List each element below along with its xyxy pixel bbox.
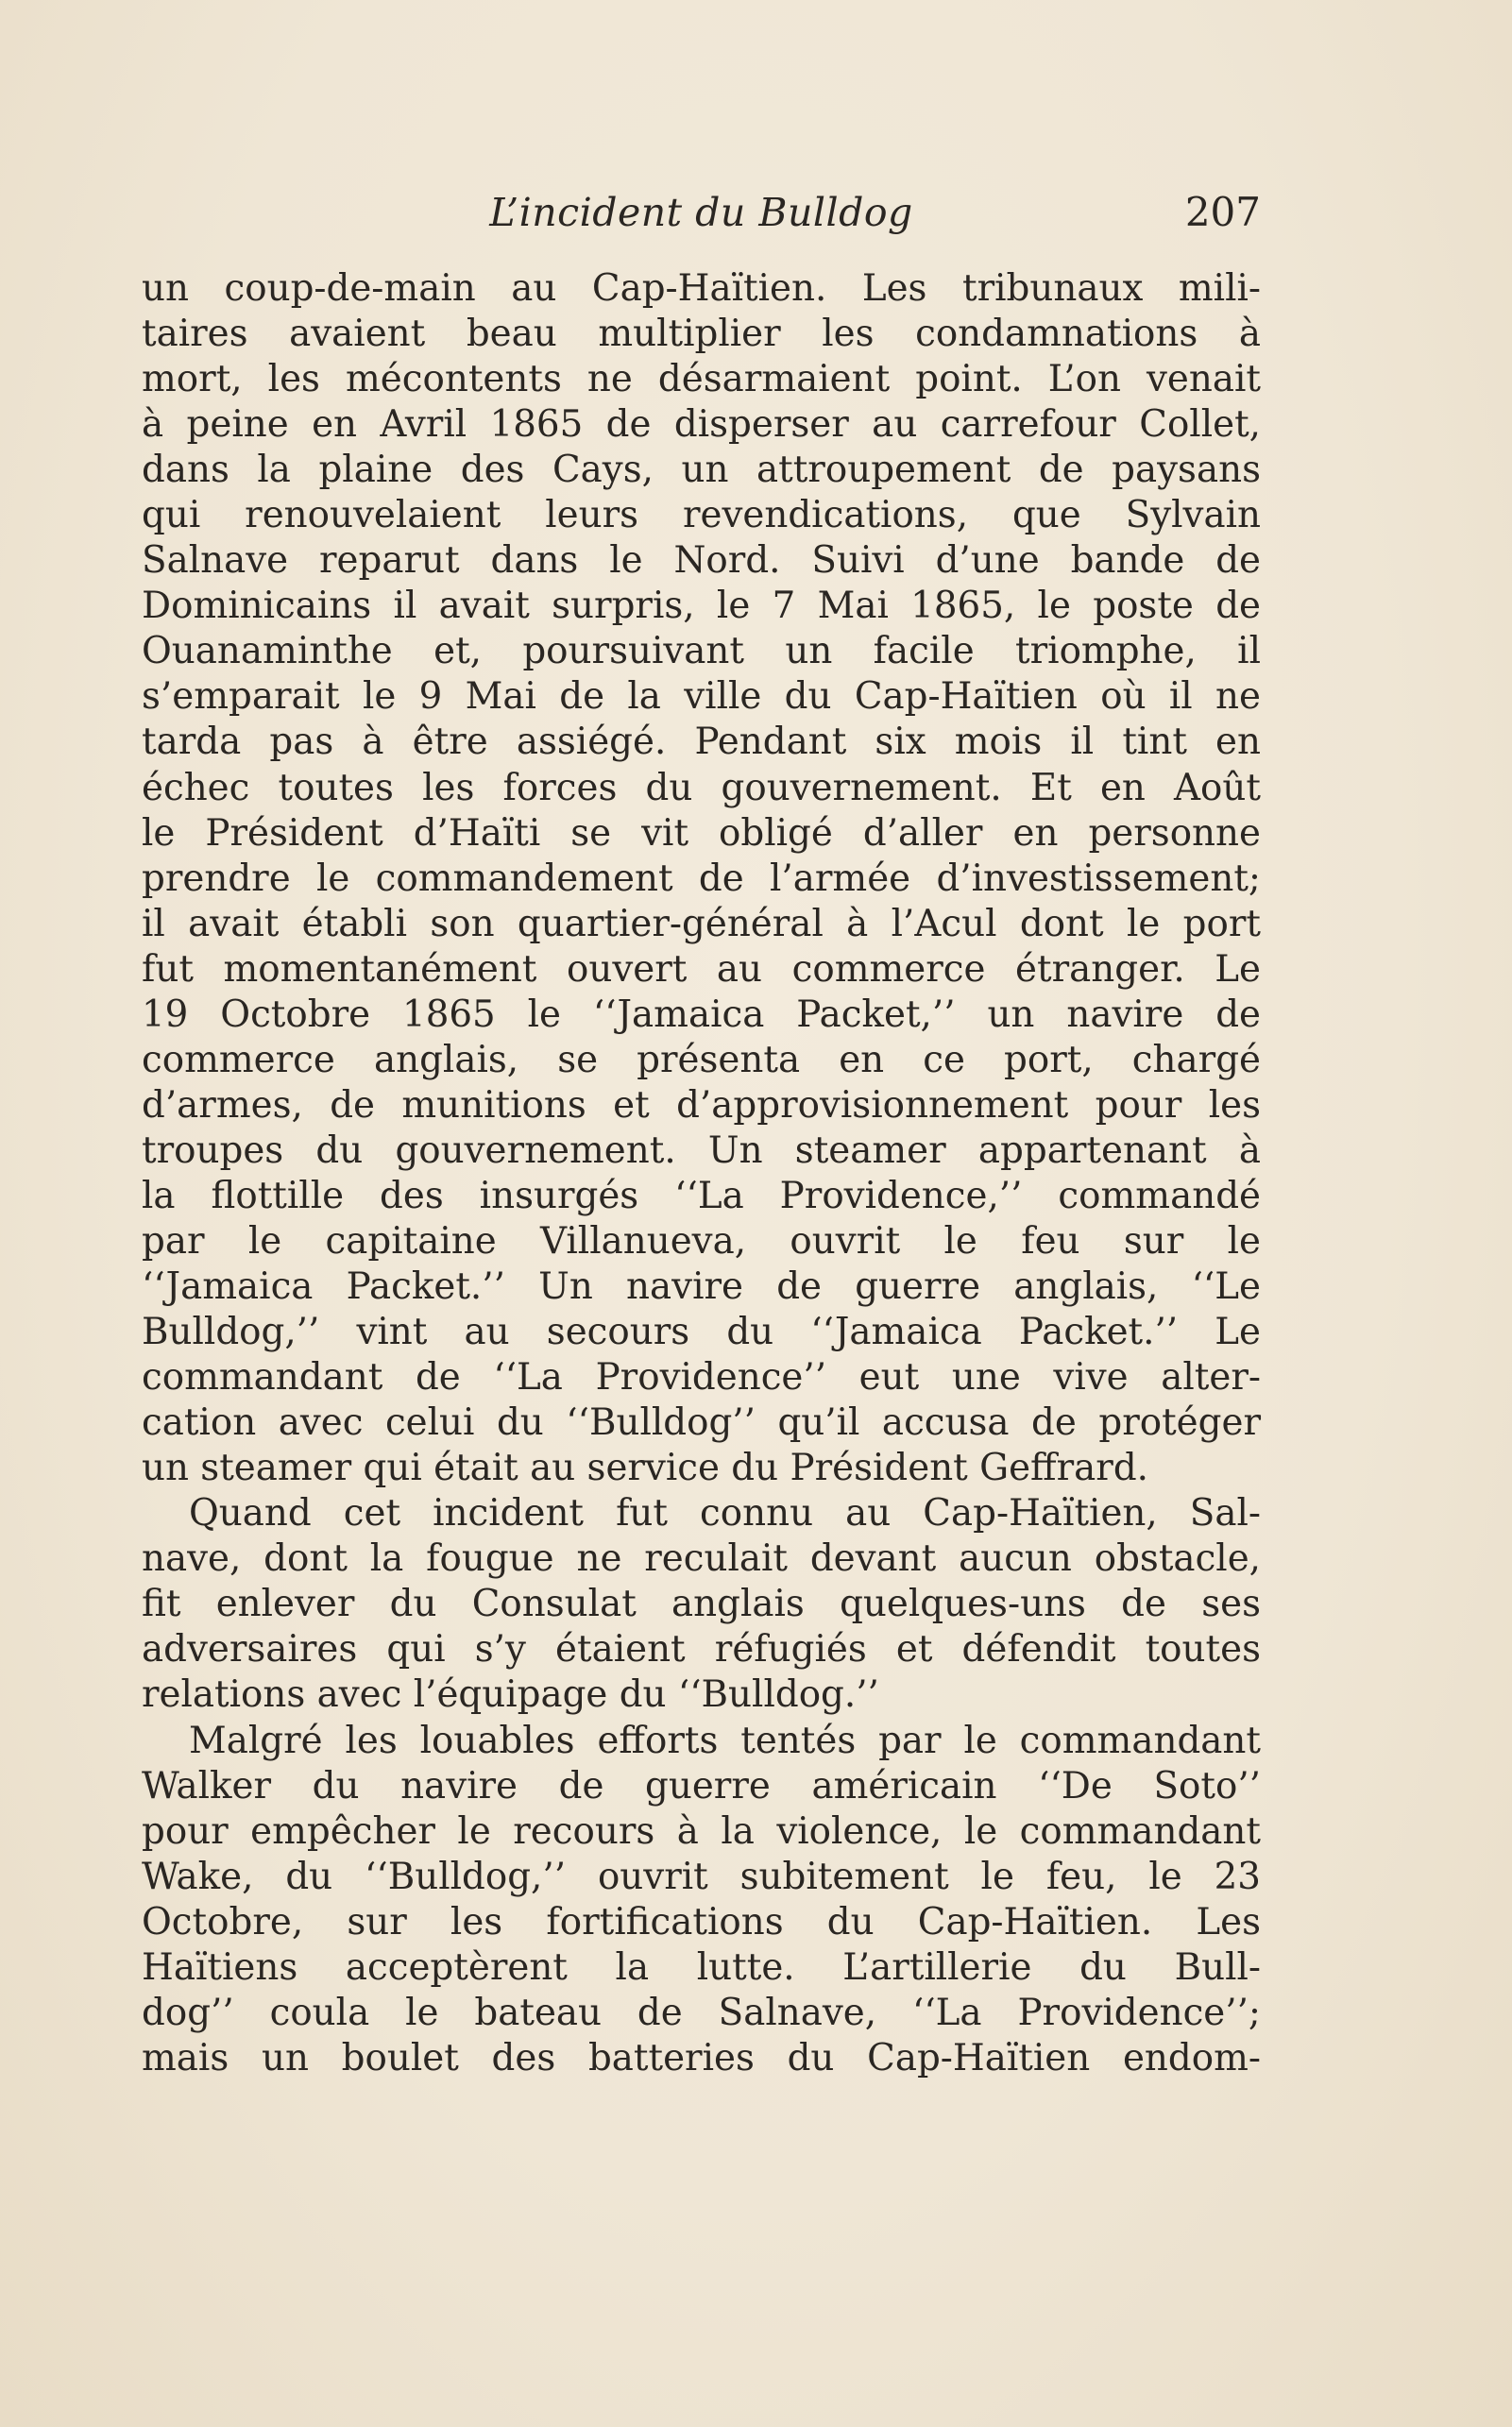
- text-line: un coup-de-main au Cap-Haïtien. Les tribunaux mili-: [142, 267, 1261, 310]
- text-line: taires avaient beau multiplier les condamnations à: [142, 313, 1261, 356]
- text-line: fut momentanément ouvert au commerce étranger. Le: [142, 947, 1261, 991]
- text-line: troupes du gouvernement. Un steamer appartenant à: [142, 1129, 1261, 1172]
- text-line: la flottille des insurgés ‘‘La Providence,’’ commandé: [142, 1174, 1261, 1217]
- text-line: Bulldog,’’ vint au secours du ‘‘Jamaica Packet.’’ Le: [142, 1311, 1261, 1354]
- text-line: Salnave reparut dans le Nord. Suivi d’une bande de: [142, 539, 1261, 583]
- text-line: commerce anglais, se présenta en ce port, chargé: [142, 1038, 1261, 1081]
- text-line: Wake, du ‘‘Bulldog,’’ ouvrit subitement le feu, le 23: [142, 1855, 1261, 1898]
- text-line: Quand cet incident fut connu au Cap-Haïtien, Sal-: [189, 1492, 1261, 1536]
- text-line: relations avec l’équipage du ‘‘Bulldog.’’: [142, 1673, 879, 1717]
- text-line: pour empêcher le recours à la violence, le commandant: [142, 1809, 1261, 1853]
- text-line: Dominicains il avait surpris, le 7 Mai 1865, le poste de: [142, 585, 1261, 628]
- text-line: ‘‘Jamaica Packet.’’ Un navire de guerre anglais, ‘‘Le: [142, 1265, 1261, 1309]
- text-line: d’armes, de munitions et d’approvisionnement pour les: [142, 1083, 1261, 1127]
- body-text: [142, 266, 1261, 2081]
- text-line: échec toutes les forces du gouvernement. Et en Août: [142, 766, 1261, 809]
- text-line: 19 Octobre 1865 le ‘‘Jamaica Packet,’’ un navire de: [142, 993, 1261, 1036]
- text-line: le Président d’Haïti se vit obligé d’aller en personne: [142, 811, 1261, 855]
- text-line: il avait établi son quartier-général à l’Acul dont le port: [142, 902, 1261, 945]
- text-line: mais un boulet des batteries du Cap-Haïtien endom-: [142, 2036, 1261, 2079]
- text-line: un steamer qui était au service du Président Geffrard.: [142, 1447, 1149, 1490]
- text-line: dog’’ coula le bateau de Salnave, ‘‘La Providence’’;: [142, 1991, 1261, 2034]
- text-line: dans la plaine des Cays, un attroupement de paysans: [142, 449, 1261, 492]
- text-line: s’emparait le 9 Mai de la ville du Cap-Haïtien où il ne: [142, 675, 1261, 719]
- text-line: tarda pas à être assiégé. Pendant six mois il tint en: [142, 721, 1261, 764]
- text-line: fit enlever du Consulat anglais quelques-uns de ses: [142, 1583, 1261, 1626]
- text-line: Ouanaminthe et, poursuivant un facile triomphe, il: [142, 630, 1261, 673]
- text-line: à peine en Avril 1865 de disperser au carrefour Collet,: [142, 403, 1261, 447]
- page-number: 207: [1184, 189, 1261, 235]
- text-line: cation avec celui du ‘‘Bulldog’’ qu’il accusa de protéger: [142, 1401, 1261, 1445]
- text-line: par le capitaine Villanueva, ouvrit le feu sur le: [142, 1219, 1261, 1263]
- text-line: commandant de ‘‘La Providence’’ eut une vive alter-: [142, 1356, 1261, 1400]
- text-line: mort, les mécontents ne désarmaient point. L’on venait: [142, 358, 1261, 401]
- text-line: prendre le commandement de l’armée d’investissement;: [142, 857, 1261, 900]
- text-line: nave, dont la fougue ne reculait devant aucun obstacle,: [142, 1537, 1261, 1581]
- text-line: Haïtiens acceptèrent la lutte. L’artillerie du Bull-: [142, 1945, 1261, 1989]
- text-line: adversaires qui s’y étaient réfugiés et défendit toutes: [142, 1628, 1261, 1672]
- text-line: Octobre, sur les fortifications du Cap-Haïtien. Les: [142, 1900, 1261, 1943]
- text-line: Walker du navire de guerre américain ‘‘De Soto’’: [142, 1764, 1261, 1808]
- page-header: [142, 184, 1261, 241]
- text-line: Malgré les louables efforts tentés par le commandant: [189, 1719, 1261, 1762]
- text-line: qui renouvelaient leurs revendications, que Sylvain: [142, 494, 1261, 537]
- running-title: L’incident du Bulldog: [489, 190, 913, 235]
